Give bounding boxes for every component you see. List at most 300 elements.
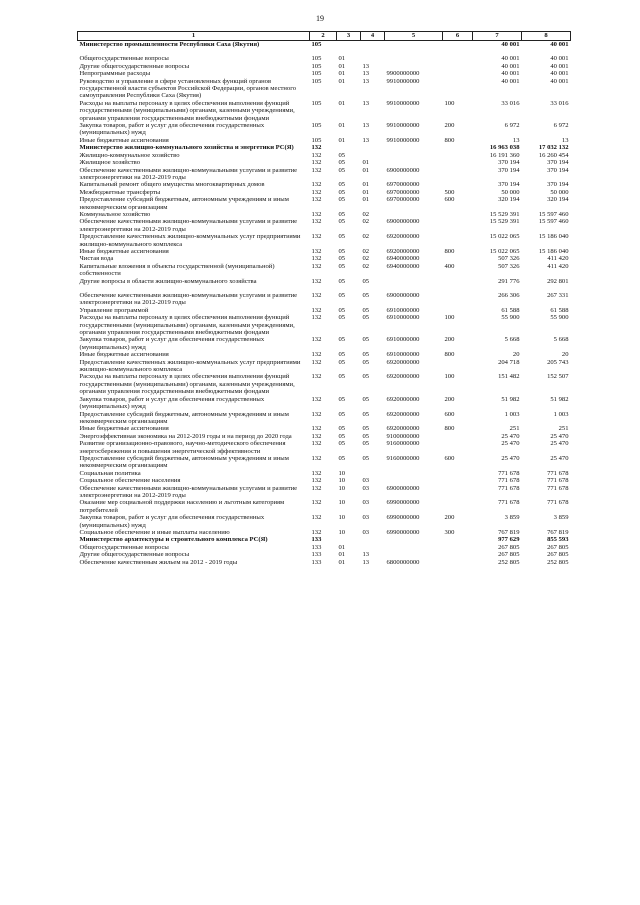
row-section-code: [337, 144, 361, 151]
row-target-code: 6990000000: [386, 529, 420, 536]
row-section-code: 01: [338, 99, 346, 107]
table-row: [78, 144, 571, 151]
row-ministry-code: 132: [311, 425, 322, 433]
row-description: Предоставление качественных жилищно-коммунальных услуг предприятиями жилищно-коммунального комплекса: [79, 233, 301, 248]
row-section-code: 05: [338, 196, 346, 204]
row-amount-year1: 252 805: [498, 558, 520, 566]
row-amount-year2: 25 470: [550, 432, 569, 440]
table-row: [78, 359, 571, 374]
row-section-code: 05: [338, 255, 346, 263]
row-amount-year2: 50 000: [550, 188, 569, 196]
table-row: [78, 396, 571, 411]
row-description: Непрограммные расходы: [79, 70, 151, 78]
row-subsection-code: 05: [362, 277, 370, 285]
row-subsection-code: 05: [362, 410, 370, 418]
page-number: 19: [316, 14, 324, 23]
row-target-code: 6920000000: [386, 373, 420, 381]
row-amount-year1: 40 001: [501, 55, 520, 63]
row-ministry-code: 105: [311, 55, 322, 63]
row-subsection-code: 13: [362, 77, 370, 85]
table-row: [78, 100, 571, 122]
row-expense-type-code: 800: [444, 425, 455, 433]
row-subsection-code: [361, 470, 385, 477]
row-section-code: 10: [338, 499, 346, 507]
row-section-code: 05: [338, 314, 346, 322]
row-expense-type-code: [443, 78, 473, 100]
row-amount-year1: 370 194: [498, 166, 520, 174]
row-amount-year2: 40 001: [550, 62, 569, 70]
row-section-code: 05: [338, 292, 346, 299]
row-section-code: 01: [338, 122, 346, 130]
row-subsection-code: [361, 144, 385, 151]
row-description: Обеспечение качественными жилищно-коммунальными услугами и развитие электроэнергетики на 2012-2019 годы: [79, 292, 298, 307]
row-amount-year1: 16 191 360: [489, 151, 520, 159]
row-amount-year2: 411 420: [547, 262, 569, 270]
row-target-code: [385, 278, 443, 285]
row-expense-type-code: 800: [444, 136, 455, 144]
row-section-code: 01: [338, 70, 346, 78]
row-section-code: 10: [338, 484, 346, 492]
row-expense-type-code: [443, 292, 473, 307]
row-target-code: 6920000000: [386, 358, 420, 366]
column-header: 2: [310, 32, 337, 41]
row-amount-year1: 6 972: [504, 122, 520, 130]
row-amount-year2: 17 032 132: [538, 144, 569, 152]
row-amount-year1: 507 326: [498, 262, 520, 270]
table-header-row: [78, 32, 571, 41]
table-row: [78, 248, 571, 255]
row-amount-year1: 13: [512, 136, 520, 144]
row-ministry-code: 132: [311, 166, 322, 174]
row-amount-year2: 40 001: [550, 70, 569, 78]
table-row: [78, 48, 571, 55]
row-description: Жилищно-коммунальное хозяйство: [79, 151, 180, 159]
row-amount-year1: 40 001: [501, 62, 520, 70]
row-ministry-code: 132: [311, 499, 322, 507]
row-amount-year1: 251: [509, 425, 520, 433]
row-expense-type-code: 100: [444, 314, 455, 322]
row-subsection-code: 02: [362, 210, 370, 218]
row-subsection-code: 05: [362, 432, 370, 440]
row-section-code: 05: [338, 454, 346, 462]
table-row: [78, 307, 571, 314]
row-expense-type-code: [443, 559, 473, 566]
row-target-code: 6910000000: [386, 351, 420, 359]
row-description: Межбюджетные трансферты: [79, 188, 161, 196]
row-ministry-code: 132: [311, 373, 322, 381]
row-ministry-code: 132: [311, 529, 322, 536]
row-subsection-code: 05: [362, 395, 370, 403]
row-target-code: 6900000000: [386, 292, 420, 299]
row-subsection-code: 03: [362, 529, 370, 536]
row-subsection-code: 02: [362, 247, 370, 255]
row-subsection-code: 13: [362, 99, 370, 107]
row-description: Социальное обеспечение населения: [79, 477, 181, 485]
row-target-code: [385, 48, 443, 55]
row-amount-year2: 15 186 040: [538, 247, 569, 255]
row-expense-type-code: 300: [444, 529, 455, 536]
row-section-code: 05: [338, 151, 346, 159]
row-expense-type-code: 600: [444, 196, 455, 204]
row-amount-year2: 25 470: [550, 454, 569, 462]
row-expense-type-code: [443, 307, 473, 314]
row-amount-year1: [473, 285, 522, 292]
row-expense-type-code: [443, 485, 473, 500]
row-amount-year2: 771 678: [547, 499, 569, 507]
table-row: [78, 529, 571, 536]
row-ministry-code: 132: [311, 477, 322, 485]
table-row: [78, 351, 571, 358]
row-target-code: 6990000000: [386, 514, 420, 522]
row-description: Другие общегосударственные вопросы: [79, 62, 190, 70]
row-expense-type-code: [443, 41, 473, 49]
row-subsection-code: 02: [362, 218, 370, 226]
row-amount-year1: 204 718: [498, 358, 520, 366]
table-row: [78, 440, 571, 455]
row-amount-year2: 370 194: [547, 159, 569, 167]
row-amount-year1: 25 470: [501, 454, 520, 462]
row-target-code: 6940000000: [386, 262, 420, 270]
row-target-code: [385, 544, 443, 551]
row-ministry-code: 132: [311, 188, 322, 196]
row-expense-type-code: [443, 536, 473, 543]
row-target-code: [385, 285, 443, 292]
table-row: [78, 41, 571, 49]
row-amount-year2: 55 900: [550, 314, 569, 322]
row-expense-type-code: 200: [444, 514, 455, 522]
row-ministry-code: 132: [311, 410, 322, 418]
row-section-code: 01: [338, 551, 346, 559]
row-ministry-code: 105: [311, 77, 322, 85]
row-target-code: 9160000000: [386, 454, 420, 462]
row-amount-year2: 251: [558, 425, 569, 433]
row-description: Коммунальное хозяйство: [79, 210, 151, 218]
row-amount-year2: [522, 48, 571, 55]
row-ministry-code: 105: [311, 62, 322, 70]
row-amount-year2: 767 819: [547, 529, 569, 536]
row-description: Иные бюджетные ассигнования: [79, 351, 169, 359]
table-row: [78, 70, 571, 77]
row-expense-type-code: 200: [444, 336, 455, 344]
table-row: [78, 218, 571, 233]
row-subsection-code: [361, 536, 385, 543]
row-target-code: 6910000000: [386, 314, 420, 322]
row-target-code: 6910000000: [386, 336, 420, 344]
row-subsection-code: 03: [362, 499, 370, 507]
row-description: Расходы на выплаты персоналу в целях обеспечения выполнения функций государственными (муниципальными) органами, казенными учреждениями, органами управления государственными внебюджетными фондами: [79, 373, 295, 396]
row-section-code: 05: [338, 218, 346, 226]
row-subsection-code: 13: [362, 62, 370, 70]
table-row: [78, 152, 571, 159]
row-expense-type-code: [443, 55, 473, 62]
row-target-code: 6800000000: [386, 558, 420, 566]
row-description: Иные бюджетные ассигнования: [79, 247, 169, 255]
row-amount-year2: 40 001: [550, 77, 569, 85]
row-subsection-code: [361, 48, 385, 55]
row-amount-year1: 320 194: [498, 196, 520, 204]
row-amount-year1: 977 629: [498, 536, 520, 544]
row-amount-year1: 15 022 065: [489, 247, 520, 255]
row-target-code: 9910000000: [386, 77, 420, 85]
row-section-code: 05: [338, 306, 346, 314]
row-amount-year2: 370 194: [547, 181, 569, 189]
row-section-code: 01: [338, 558, 346, 566]
row-target-code: 6940000000: [386, 255, 420, 263]
row-section-code: [337, 285, 361, 292]
row-target-code: [385, 63, 443, 70]
row-amount-year1: 267 805: [498, 543, 520, 551]
row-subsection-code: 02: [362, 233, 370, 241]
table-row: [78, 373, 571, 395]
table-row: [78, 336, 571, 351]
row-description: Министерство жилищно-коммунального хозяйства и энергетики РС(Я): [79, 144, 294, 152]
row-section-code: 10: [338, 469, 346, 477]
row-ministry-code: 132: [311, 395, 322, 403]
table-row: [78, 181, 571, 188]
row-description: [78, 285, 310, 292]
row-amount-year2: 370 194: [547, 166, 569, 174]
row-target-code: 6900000000: [386, 218, 420, 226]
row-ministry-code: 105: [311, 99, 322, 107]
row-description: [78, 48, 310, 55]
row-amount-year1: 767 819: [498, 529, 520, 536]
row-amount-year1: 40 001: [473, 41, 522, 49]
row-amount-year2: 13: [561, 136, 569, 144]
row-amount-year2: 292 801: [547, 277, 569, 285]
row-subsection-code: [361, 152, 385, 159]
row-ministry-code: 133: [311, 536, 322, 544]
row-amount-year1: 25 470: [501, 440, 520, 448]
row-expense-type-code: [443, 152, 473, 159]
column-header: 6: [443, 32, 473, 41]
row-subsection-code: 01: [362, 181, 370, 189]
row-description: Расходы на выплаты персоналу в целях обеспечения выполнения функций государственными (муниципальными) органами, казенными учреждениями, органами управления государственными внебюджетными фондами: [79, 314, 295, 337]
row-amount-year2: 267 331: [547, 292, 569, 299]
row-description: Другие общегосударственные вопросы: [79, 551, 190, 559]
row-expense-type-code: [443, 470, 473, 477]
row-subsection-code: 05: [362, 351, 370, 359]
row-section-code: 05: [338, 166, 346, 174]
row-subsection-code: 13: [362, 551, 370, 559]
row-subsection-code: 05: [362, 440, 370, 448]
table-row: [78, 263, 571, 278]
row-subsection-code: [361, 544, 385, 551]
row-expense-type-code: [443, 233, 473, 248]
row-expense-type-code: [443, 255, 473, 262]
row-subsection-code: 01: [362, 159, 370, 167]
row-ministry-code: 132: [311, 210, 322, 218]
row-ministry-code: 132: [311, 196, 322, 204]
row-amount-year1: 25 470: [501, 432, 520, 440]
row-ministry-code: 132: [311, 314, 322, 322]
row-amount-year1: 5 668: [504, 336, 520, 344]
row-target-code: [385, 144, 443, 151]
table-row: [78, 411, 571, 426]
row-subsection-code: [361, 55, 385, 62]
row-section-code: 01: [338, 55, 346, 63]
row-subsection-code: 05: [362, 454, 370, 462]
table-row: [78, 211, 571, 218]
row-ministry-code: 132: [311, 514, 322, 522]
row-section-code: 05: [338, 358, 346, 366]
row-expense-type-code: [443, 159, 473, 166]
row-ministry-code: 105: [311, 136, 322, 144]
row-expense-type-code: [443, 167, 473, 182]
row-target-code: 6990000000: [386, 499, 420, 507]
row-amount-year2: 771 678: [547, 469, 569, 477]
row-amount-year1: 15 529 391: [489, 218, 520, 226]
row-section-code: 05: [338, 277, 346, 285]
table-row: [78, 278, 571, 285]
row-amount-year2: 61 588: [550, 306, 569, 314]
row-amount-year1: 50 000: [501, 188, 520, 196]
row-target-code: 6920000000: [386, 410, 420, 418]
row-target-code: 9100000000: [386, 432, 420, 440]
row-target-code: 6970000000: [386, 196, 420, 204]
row-amount-year2: 6 972: [553, 122, 569, 130]
row-section-code: 05: [338, 395, 346, 403]
row-amount-year1: [473, 48, 522, 55]
row-amount-year2: 252 805: [547, 558, 569, 566]
row-amount-year1: 771 678: [498, 469, 520, 477]
table-row: [78, 292, 571, 307]
row-target-code: 6970000000: [386, 188, 420, 196]
row-amount-year2: 5 668: [553, 336, 569, 344]
row-target-code: 9160000000: [386, 440, 420, 448]
row-section-code: 05: [338, 336, 346, 344]
row-section-code: 05: [338, 351, 346, 359]
column-header: 7: [473, 32, 522, 41]
row-subsection-code: 02: [362, 262, 370, 270]
row-amount-year1: 16 963 038: [489, 144, 520, 152]
table-row: [78, 470, 571, 477]
row-section-code: 05: [338, 262, 346, 270]
row-amount-year2: 20: [561, 351, 569, 359]
row-amount-year2: 40 001: [522, 41, 571, 49]
row-expense-type-code: [443, 499, 473, 514]
row-ministry-code: 132: [311, 432, 322, 440]
row-expense-type-code: [443, 440, 473, 455]
column-header: 1: [78, 32, 310, 41]
row-ministry-code: 132: [311, 255, 322, 263]
row-subsection-code: 13: [362, 136, 370, 144]
row-section-code: [337, 48, 361, 55]
table-row: [78, 544, 571, 551]
row-description: Закупка товаров, работ и услуг для обеспечения государственных (муниципальных) нужд: [79, 514, 265, 529]
row-section-code: 05: [338, 210, 346, 218]
row-amount-year1: 1 003: [504, 410, 520, 418]
row-target-code: 9910000000: [386, 136, 420, 144]
row-expense-type-code: 600: [444, 410, 455, 418]
row-ministry-code: 132: [311, 454, 322, 462]
row-amount-year1: 55 900: [501, 314, 520, 322]
row-description: Оказание мер социальной поддержки населению и льготным категориям потребителей: [79, 499, 285, 514]
row-description: Обеспечение качественными жилищно-коммунальными услугами и развитие электроэнергетики на 2012-2019 годы: [79, 484, 298, 499]
row-amount-year1: 40 001: [501, 77, 520, 85]
row-description: Предоставление субсидий бюджетным, автономным учреждениям и иным некоммерческим организациям: [79, 196, 289, 211]
row-target-code: [385, 477, 443, 484]
row-amount-year2: 15 186 040: [538, 233, 569, 241]
row-amount-year2: 16 260 454: [538, 151, 569, 159]
row-ministry-code: 132: [311, 151, 322, 159]
row-expense-type-code: [443, 477, 473, 484]
row-amount-year2: 51 982: [550, 395, 569, 403]
row-ministry-code: 132: [311, 218, 322, 226]
table-row: [78, 485, 571, 500]
row-expense-type-code: [443, 70, 473, 77]
row-ministry-code: 132: [311, 233, 322, 241]
row-amount-year1: 771 678: [498, 499, 520, 507]
row-description: Жилищное хозяйство: [79, 159, 140, 167]
row-subsection-code: [361, 285, 385, 292]
row-expense-type-code: [443, 544, 473, 551]
row-ministry-code: 132: [311, 306, 322, 314]
row-target-code: [385, 41, 443, 49]
table-row: [78, 233, 571, 248]
row-amount-year1: 40 001: [501, 70, 520, 78]
row-amount-year1: 507 326: [498, 255, 520, 263]
row-section-code: 05: [338, 188, 346, 196]
row-target-code: 9910000000: [386, 99, 420, 107]
row-ministry-code: 132: [311, 262, 322, 270]
row-section-code: 01: [338, 77, 346, 85]
row-expense-type-code: [443, 359, 473, 374]
row-amount-year2: 320 194: [547, 196, 569, 204]
table-row: [78, 536, 571, 543]
row-amount-year2: 411 420: [547, 255, 569, 263]
row-amount-year2: 33 016: [550, 99, 569, 107]
row-ministry-code: 133: [311, 558, 322, 566]
table-row: [78, 137, 571, 144]
row-section-code: 05: [338, 373, 346, 381]
table-row: [78, 514, 571, 529]
row-ministry-code: 133: [311, 551, 322, 559]
budget-table: [77, 31, 571, 566]
row-ministry-code: 133: [311, 543, 322, 551]
table-row: [78, 122, 571, 137]
row-expense-type-code: [443, 218, 473, 233]
row-expense-type-code: [443, 181, 473, 188]
row-ministry-code: 132: [311, 277, 322, 285]
row-amount-year2: 267 805: [547, 551, 569, 559]
row-expense-type-code: [443, 144, 473, 151]
row-amount-year2: 15 597 460: [538, 218, 569, 226]
row-ministry-code: [310, 285, 337, 292]
row-description: Министерство промышленности Республики Саха (Якутия): [78, 41, 310, 49]
row-ministry-code: 105: [311, 70, 322, 78]
row-section-code: 05: [338, 247, 346, 255]
row-subsection-code: 01: [362, 166, 370, 174]
row-amount-year2: 3 859: [553, 514, 569, 522]
row-expense-type-code: 500: [444, 188, 455, 196]
table-row: [78, 189, 571, 196]
row-section-code: 10: [338, 477, 346, 485]
row-section-code: 01: [338, 136, 346, 144]
table-row: [78, 499, 571, 514]
row-section-code: 05: [338, 432, 346, 440]
row-amount-year1: 51 982: [501, 395, 520, 403]
row-description: Закупка товаров, работ и услуг для обеспечения государственных (муниципальных) нужд: [79, 336, 265, 351]
row-amount-year1: 33 016: [501, 99, 520, 107]
row-amount-year1: 15 529 391: [489, 210, 520, 218]
row-description: Закупка товаров, работ и услуг для обеспечения государственных (муниципальных) нужд: [79, 122, 265, 137]
row-description: Общегосударственные вопросы: [79, 543, 169, 551]
row-description: Расходы на выплаты персоналу в целях обеспечения выполнения функций государственными (муниципальными) органами, казенными учреждениями, органами управления государственными внебюджетными фондами: [79, 99, 295, 122]
row-ministry-code: 132: [311, 351, 322, 359]
row-section-code: 05: [338, 410, 346, 418]
row-description: Управление программой: [79, 306, 149, 314]
table-row: [78, 78, 571, 100]
